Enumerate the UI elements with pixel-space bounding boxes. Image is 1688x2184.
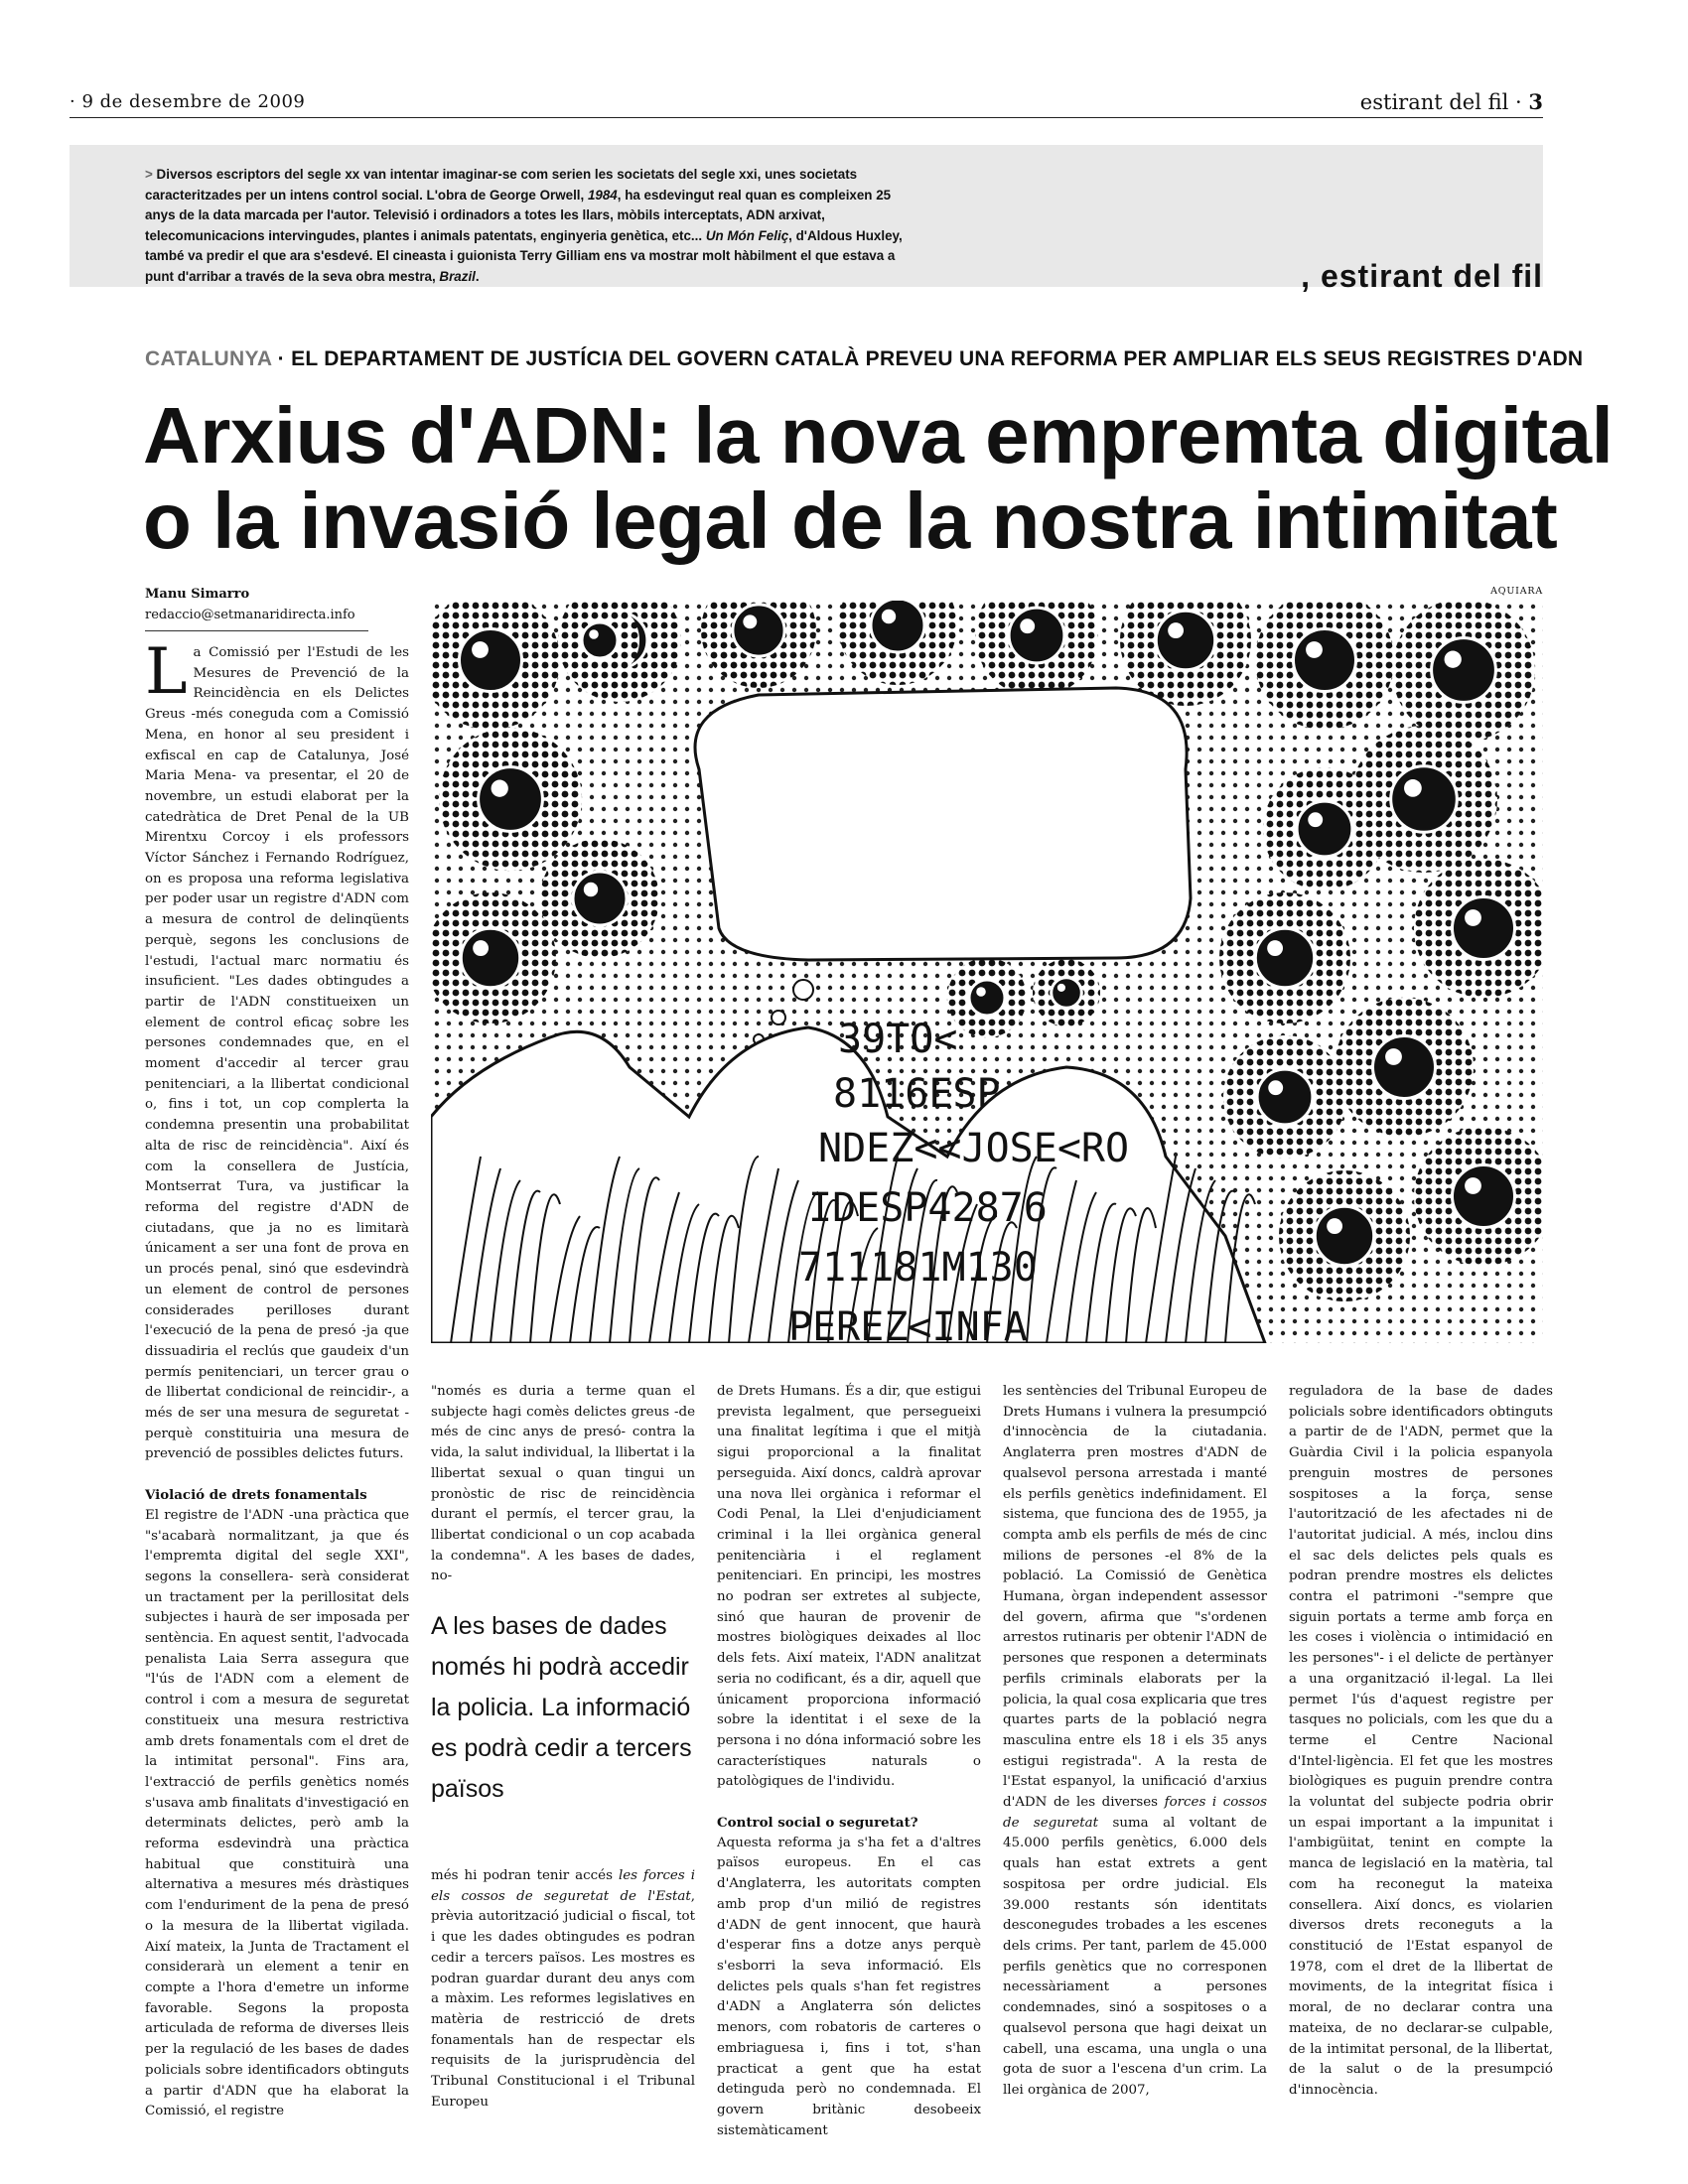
surveillance-cameras-illustration bbox=[431, 601, 1543, 1343]
camera-lens-pupil bbox=[871, 601, 924, 652]
camera-lens-pupil bbox=[1453, 897, 1515, 960]
issue-date: · 9 de desembre de 2009 bbox=[70, 91, 306, 112]
camera-lens-glint bbox=[1020, 618, 1035, 633]
column-2-emphasis: les forces i els cossos de seguretat de l'Estat bbox=[431, 1868, 696, 1904]
camera-lens-glint bbox=[589, 629, 599, 639]
column-4-emphasis: forces i cossos de seguretat bbox=[1003, 1795, 1267, 1831]
camera-lens-glint bbox=[1465, 909, 1481, 926]
camera-lens-pupil bbox=[1373, 1036, 1436, 1099]
camera-lens-pupil bbox=[1391, 766, 1458, 833]
camera-lens-pupil bbox=[1255, 928, 1314, 987]
article-column-4 bbox=[1003, 1382, 1267, 2102]
camera-lens-glint bbox=[1404, 779, 1422, 797]
thought-bubble-dot bbox=[772, 1011, 785, 1024]
camera-lens-glint bbox=[1306, 641, 1323, 658]
subhead-violacio: Violació de drets fonamentals bbox=[145, 1487, 367, 1504]
intro-text bbox=[145, 165, 924, 288]
photo-credit: AQUIARA bbox=[1490, 586, 1543, 597]
page-folio: estirant del fil · 3 bbox=[1359, 89, 1543, 114]
intro-text-c: , d'Aldous Huxley, també va predir el que ara s'esdevé. El cineasta i guionista Terry Gilliam ens va mostrar molt hàbilment el que estava a punt d'arribar a través de la seva obra mestra, bbox=[145, 227, 903, 284]
camera-lens-pupil bbox=[582, 622, 618, 658]
column-1-paragraph-1: a Comissió per l'Estudi de les Mesures de Prevenció de la Reincidència en els Delictes Greus -més coneguda com a Comissió Mena, en honor al seu president i exfiscal en cap de Catalunya, José Maria Mena- va presentar, el 20 de novembre, un estudi elaborat per la catedràtica de Dret Penal de la UB Mirentxu Corcoy i els professors Víctor Sánchez i Fernando Rodríguez, on es proposa una reforma legislativa per poder usar un registre d'ADN com a mesura de control de delinqüents perquè, segons les conclusions de l'estudi, l'actual marc normatiu és insuficient. "Les dades obtingudes a partir de l'ADN constitueixen un element de control eficaç sobre les persones condemnades que, en el moment d'accedir al tercer grau penitenciari, a la llibertat condicional o, fins i tot, un cop complerta la condemna presentin una probabilitat alta de risc de reincidència". Així és com la consellera de Justícia, Montserrat Tura, va justificar la reforma del registre d'ADN de ciutadans, que ja no es limitarà únicament a ser una font de prova en un procés penal, sinó que esdevindrà un element de control de persones considerades perilloses durant l'execució de la pena de presó -ja que dissuadiria el reclús que gaudeix d'un permís penitenciari, un tercer grau o de llibertat condicional de reincidir-, a més de ser una mesura de seguretat -perquè constituiria una mesura de prevenció de possibles delictes futurs. bbox=[145, 645, 409, 1462]
camera-lens-pupil bbox=[733, 605, 784, 656]
camera-lens-glint bbox=[1465, 1177, 1481, 1194]
camera-lens-pupil bbox=[1432, 638, 1496, 703]
author-email: redaccio@setmanaridirecta.info bbox=[145, 608, 355, 622]
intro-box bbox=[70, 145, 1543, 294]
camera-lens-pupil bbox=[1257, 1069, 1313, 1125]
headline-line-1: Arxius d'ADN: la nova empremta digital bbox=[143, 391, 1614, 479]
camera-lens-pupil bbox=[1315, 1206, 1373, 1265]
camera-lens-pupil bbox=[1156, 611, 1214, 669]
camera-lens-glint bbox=[1385, 1048, 1402, 1065]
intro-marker: > bbox=[145, 167, 153, 182]
subhead-control-social: Control social o seguretat? bbox=[717, 1815, 918, 1832]
column-2-paragraph-2b: , prèvia autorització judicial o fiscal, tot i que les dades obtingudes es podran cedir a tercers països. Les mostres es podran guardar durant deu anys com a màxim. Les reformes legislatives en matèria de restricció de drets fonamentals han de respectar els requisits de la jurisprudència del Tribunal Constitucional i el Tribunal Europeu bbox=[431, 1888, 695, 2110]
article-column-2-continued bbox=[431, 1866, 695, 2113]
kicker-text: · EL DEPARTAMENT DE JUSTÍCIA DEL GOVERN CATALÀ PREVEU UNA REFORMA PER AMPLIAR ELS SEUS REGISTRES D'ADN bbox=[271, 347, 1584, 370]
column-3-paragraph-1: de Drets Humans. És a dir, que estigui prevista legalment, que persegueixi una finalitat legítima i que el mitjà sigui proporcional a la finalitat perseguida. Així doncs, caldrà aprovar una nova llei orgànica i reformar el Codi Penal, la Llei d'enjudiciament criminal i la llei orgànica general penitenciària i el reglament penitenciari. En principi, les mostres no podran ser extretes al subjecte, sinó que hauran de provenir de mostres biològiques deixades al lloc dels fets. Així mateix, l'ADN analitzat seria no codificant, és a dir, aquell que únicament proporciona informació sobre la identitat i el sexe de la persona i no dóna informació sobre les característiques naturals o patològiques de l'individu. bbox=[717, 1384, 981, 1790]
camera-lens-glint bbox=[1268, 1080, 1283, 1095]
section-tag: , estirant del fil bbox=[1301, 258, 1543, 294]
intro-text-a: Diversos escriptors del segle xx van intentar imaginar-se com serien les societats del segle xxi, unes societats caracteritzades per un intens control social. L'obra de George Orwell, bbox=[145, 167, 858, 203]
intro-text-d: . bbox=[475, 268, 480, 284]
camera-lens-glint bbox=[1308, 812, 1323, 827]
camera-lens-pupil bbox=[969, 980, 1005, 1016]
author-name: Manu Simarro bbox=[145, 587, 250, 602]
camera-lens-glint bbox=[492, 780, 508, 797]
headline bbox=[143, 391, 1614, 565]
section-name: estirant del fil bbox=[1359, 90, 1509, 114]
byline bbox=[145, 584, 368, 625]
intro-book-brave-new-world: Un Món Feliç bbox=[705, 227, 789, 243]
id-line: 8116ESP bbox=[833, 1071, 1001, 1117]
article-column-1 bbox=[145, 635, 409, 2122]
camera-lens-pupil bbox=[1009, 608, 1064, 663]
pull-quote: A les bases de dades només hi podrà accedir la policia. La informació es podrà cedir a tercers països bbox=[431, 1612, 692, 1803]
article-column-3 bbox=[717, 1382, 981, 2141]
dropcap: L bbox=[145, 635, 188, 709]
camera-lens-pupil bbox=[1294, 629, 1356, 692]
page-number: 3 bbox=[1528, 89, 1543, 114]
camera-lens-glint bbox=[743, 614, 757, 628]
camera-lens-glint bbox=[1327, 1218, 1342, 1234]
id-line: IDESP42876 bbox=[808, 1185, 1048, 1231]
column-4-paragraph-1a: les sentències del Tribunal Europeu de Drets Humans i vulnera la presumpció d'innocència de la ciutadania. Anglaterra pren mostres d'ADN de qualsevol persona arrestada i manté els perfils genètics indefinidament. El sistema, que funciona des de 1955, ja compta amb els perfils de més de cinc milions de persones -el 8% de la població. La Comissió de Genètica Humana, òrgan independent assessor del govern, afirma que "s'ordenen arrestos rutinaris per obtenir l'ADN de persones que responen a determinats perfils criminals elaborats per la policia, la qual cosa explicaria que tres quartes parts de la població negra masculina entre els 18 i els 35 anys estigui registrada". A la resta de l'Estat espanyol, la unificació d'arxius d'ADN de les diverses bbox=[1003, 1384, 1267, 1811]
intro-film-brazil: Brazil bbox=[439, 268, 476, 284]
column-5-paragraph-1: reguladora de la base de dades policials sobre identificadors obtinguts a partir de de l'ADN, permet que la Guàrdia Civil i la policia espanyola prenguin mostres de persones sospitoses a la força, sense l'autorització de les afectades ni de l'autoritat judicial. A més, inclou dins el sac dels delictes pels quals es podran prendre mostres els delictes contra el patrimoni -"sempre que siguin portats a terme amb força en les coses i violència o intimidació en les persones"- i el delicte de pertànyer a una organització il·legal. La llei permet l'ús d'aquest registre per tasques no policials, com les que du a terme el Centre Nacional d'Intel·ligència. El fet que les mostres biològiques es puguin prendre contra la voluntat del subjecte podria obrir un espai important a la impunitat i l'ambigüitat, tenint en compte la manca de legislació en la matèria, tal com ha reconegut la mateixa consellera. Així doncs, es violarien diversos drets reconeguts a la constitució de l'Estat espanyol de 1978, com el dret de la llibertat de moviments, de la integritat física i moral, de no declarar contra una mateixa, de no declarar-se culpable, de la intimitat personal, de la llibertat, de la salut o de la presumpció d'innocència. bbox=[1289, 1384, 1553, 2098]
camera-lens-pupil bbox=[1453, 1165, 1515, 1228]
byline-rule bbox=[145, 630, 368, 631]
column-3-paragraph-2: Aquesta reforma ja s'ha fet a d'altres països europeus. En el cas d'Anglaterra, les autoritats compten amb prop d'un milió de registres d'ADN de gent innocent, que haurà d'esperar fins a dotze anys perquè s'esborri la seva informació. Els delictes pels quals s'han fet registres d'ADN a Anglaterra són delictes menors, com robatoris de carteres o embriaguesa i, fins i tot, s'han practicat a gent que ha estat detinguda però no condemnada. El govern britànic desobeeix sistemàticament bbox=[717, 1835, 981, 2138]
camera-lens-glint bbox=[1445, 651, 1462, 668]
column-1-paragraph-2: El registre de l'ADN -una pràctica que "s'acabarà normalitzant, ja que és l'empremta digital del segle XXI", segons la consellera- serà considerat un tractament per la perillositat dels subjectes i haurà de ser imposada per sentència. En aquest sentit, l'advocada penalista Laia Serra assegura que "l'ús de l'ADN com a element de control i com a mesura de seguretat constitueix una mesura restrictiva amb drets fonamentals com el dret de la intimitat personal". Fins ara, l'extracció de perfils genètics només s'usava amb finalitats d'investigació en determinats delictes, però amb la reforma esdevindrà una pràctica habitual que constituirà una alternativa a mesures més dràstiques com l'enduriment de la pena de presó o la mesura de la llibertat vigilada. Així mateix, la Junta de Tractament el considerarà un element a tenir en compte a l'hora d'emetre un informe favorable. Segons la proposta articulada de reforma de diverses lleis per la regulació de les bases de dades policials sobre identificadors obtinguts a partir d'ADN que ha elaborat la Comissió, el registre bbox=[145, 1507, 409, 2119]
camera-lens-glint bbox=[473, 940, 489, 956]
camera-lens-glint bbox=[882, 610, 896, 623]
camera-lens-pupil bbox=[573, 872, 627, 925]
header-rule bbox=[70, 117, 1543, 118]
intro-text-b: , ha esdevingut real quan es compleixen 25 anys de la data marcada per l'autor. Televisió i ordinadors a totes les llars, mòbils interceptats, ADN arxivat, telecomunicacions intervingudes, plantes i animals patentats, enginyeria genètica, etc... bbox=[145, 187, 892, 243]
camera-lens-glint bbox=[1168, 622, 1184, 638]
id-line: NDEZ<<JOSE<RO bbox=[818, 1126, 1130, 1171]
article-column-5 bbox=[1289, 1382, 1553, 2102]
camera-lens-pupil bbox=[479, 767, 543, 832]
camera-lens-pupil bbox=[460, 629, 522, 692]
camera-lens-pupil bbox=[1297, 801, 1352, 857]
camera-lens-glint bbox=[584, 883, 598, 896]
kicker bbox=[145, 347, 1583, 371]
id-line: 39TO< bbox=[838, 1017, 958, 1062]
kicker-region: CATALUNYA bbox=[145, 347, 272, 370]
camera-lens-pupil bbox=[1052, 978, 1082, 1009]
id-line: PEREZ<INFA bbox=[788, 1304, 1028, 1343]
intro-book-1984: 1984 bbox=[587, 187, 618, 203]
id-line: 711181M130 bbox=[798, 1245, 1038, 1291]
article-column-2 bbox=[431, 1382, 695, 1587]
thought-bubble bbox=[695, 688, 1191, 960]
camera-lens-glint bbox=[976, 987, 986, 997]
camera-lens-glint bbox=[1267, 940, 1283, 956]
camera-lens-glint bbox=[472, 641, 489, 658]
column-2-paragraph-2a: més hi podran tenir accés bbox=[431, 1868, 619, 1883]
headline-line-2: o la invasió legal de la nostra intimitat bbox=[143, 477, 1558, 565]
column-2-paragraph-1: "només es duria a terme quan el subjecte hagi comès delictes greus -de més de cinc anys de presó- contra la vida, la salut individual, la llibertat i la llibertat sexual o quan tingui un pronòstic de risc de reincidència durant el permís, el tercer grau, la llibertat condicional o un cop acabada la condemna". A les bases de dades, no- bbox=[431, 1384, 695, 1584]
camera-lens-pupil bbox=[461, 928, 519, 987]
column-4-paragraph-1b: suma al voltant de 45.000 perfils genètics, 6.000 dels quals han estat extrets a gent sospitosa per ordre judicial. Els 39.000 restants són identitats desconegudes trobades a les escenes dels crims. Per tant, parlem de 45.000 perfils genètics que no corresponen necessàriament a persones condemnades, sinó a sospitoses o a qualsevol persona que hagi deixat un cabell, una escama, una ungla o una gota de suor a l'escena d'un crim. La llei orgànica de 2007, bbox=[1003, 1815, 1267, 2098]
camera-lens-glint bbox=[1057, 984, 1065, 992]
thought-bubble-dot bbox=[793, 980, 813, 1000]
